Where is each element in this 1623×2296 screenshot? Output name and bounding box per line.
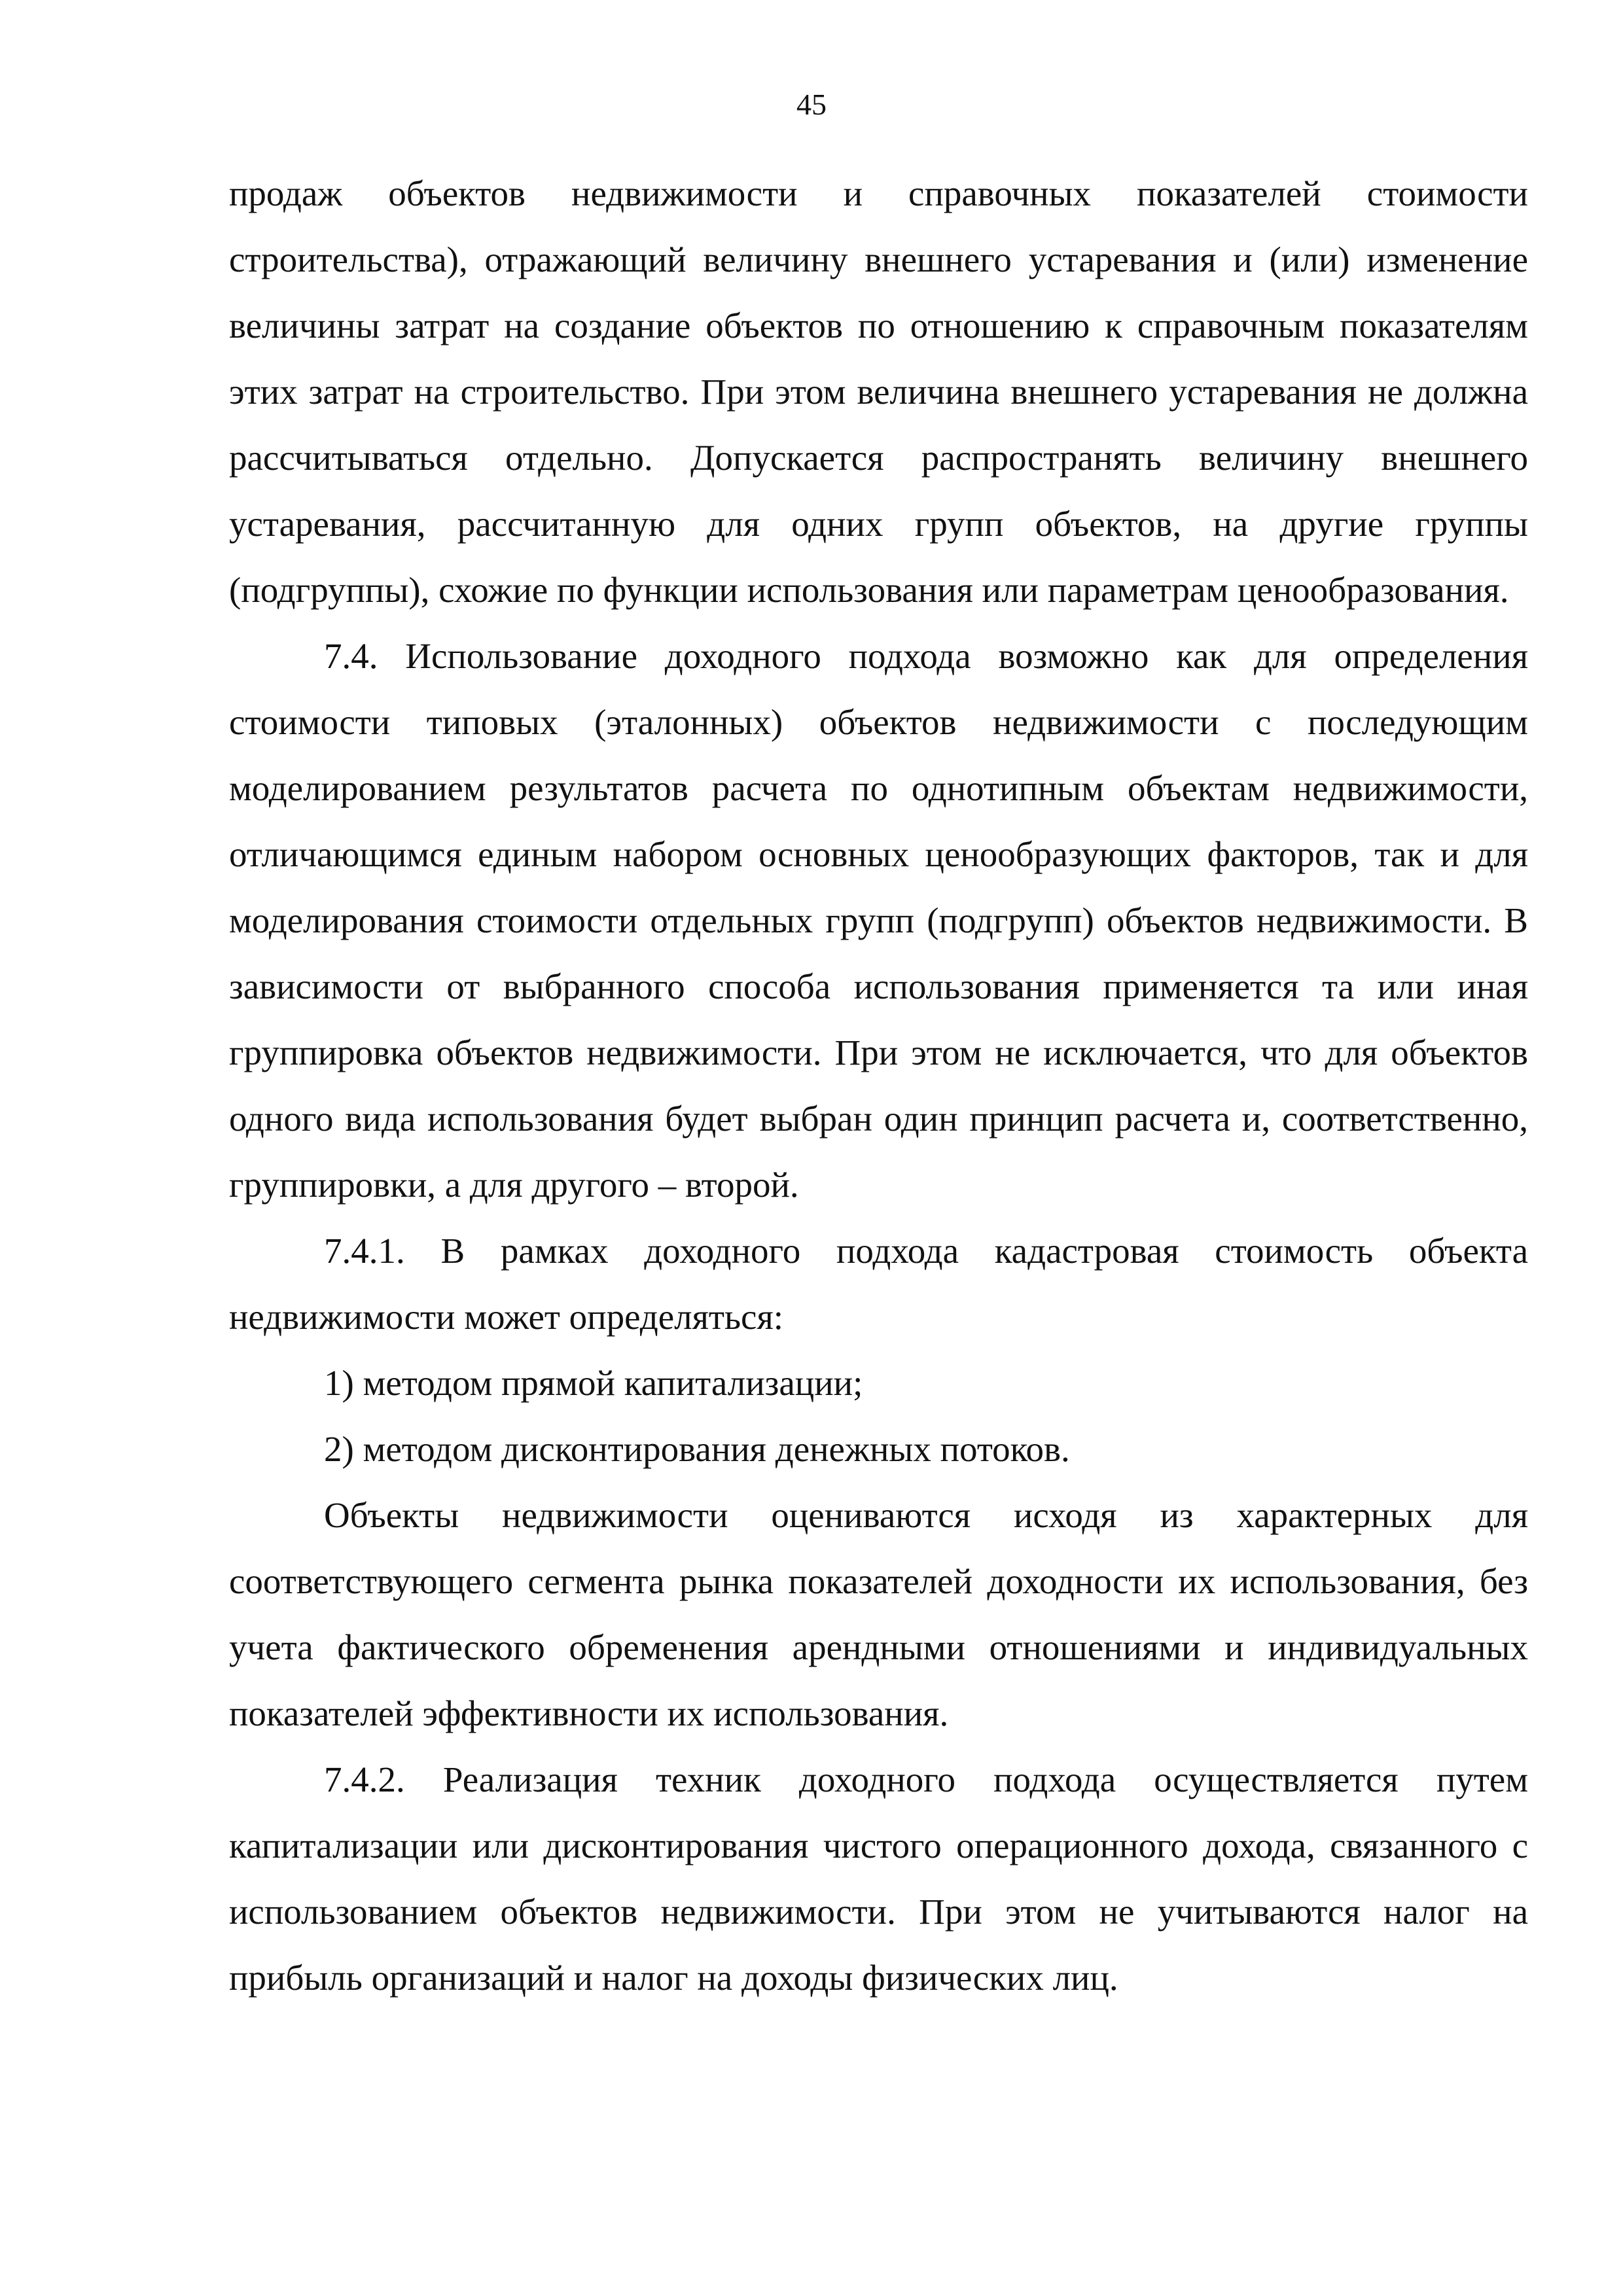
paragraph-7-4-2: 7.4.2. Реализация техник доходного подхода осуществляется путем капитализации или дисконтирования чистого операционного дохода, связанного с использованием объектов недвижимости. При этом не учитываются налог на прибыль организаций и налог на доходы физических лиц. [229, 1759, 1528, 1998]
list-item-direct-capitalization: 1) методом прямой капитализации; [324, 1363, 863, 1403]
paragraph-objects-valuation: Объекты недвижимости оцениваются исходя из характерных для соответствующего сегмента рынка показателей доходности их использования, без учета фактического обременения арендными отношениями и индивидуальных показателей эффективности их использования. [229, 1495, 1528, 1733]
paragraph-7-4: 7.4. Использование доходного подхода возможно как для определения стоимости типовых (эталонных) объектов недвижимости с последующим моделированием результатов расчета по однотипным объектам недвижимости, отличающимся единым набором основных ценообразующих факторов, так и для моделирования стоимости отдельных групп (подгрупп) объектов недвижимости. В зависимости от выбранного способа использования применяется та или иная группировка объектов недвижимости. При этом не исключается, что для объектов одного вида использования будет выбран один принцип расчета и, соответственно, группировки, а для другого – второй. [229, 636, 1528, 1205]
paragraph-7-4-1: 7.4.1. В рамках доходного подхода кадастровая стоимость объекта недвижимости может определяться: [229, 1231, 1528, 1337]
document-body [229, 160, 1528, 2011]
page-number: 45 [796, 88, 827, 121]
paragraph-continuation: продаж объектов недвижимости и справочных показателей стоимости строительства), отражающий величину внешнего устаревания и (или) изменение величины затрат на создание объектов по отношению к справочным показателям этих затрат на строительство. При этом величина внешнего устаревания не должна рассчитываться отдельно. Допускается распространять величину внешнего устаревания, рассчитанную для одних групп объектов, на другие группы (подгруппы), схожие по функции использования или параметрам ценообразования. [229, 173, 1528, 610]
list-item-cash-flow-discounting: 2) методом дисконтирования денежных потоков. [324, 1429, 1070, 1469]
